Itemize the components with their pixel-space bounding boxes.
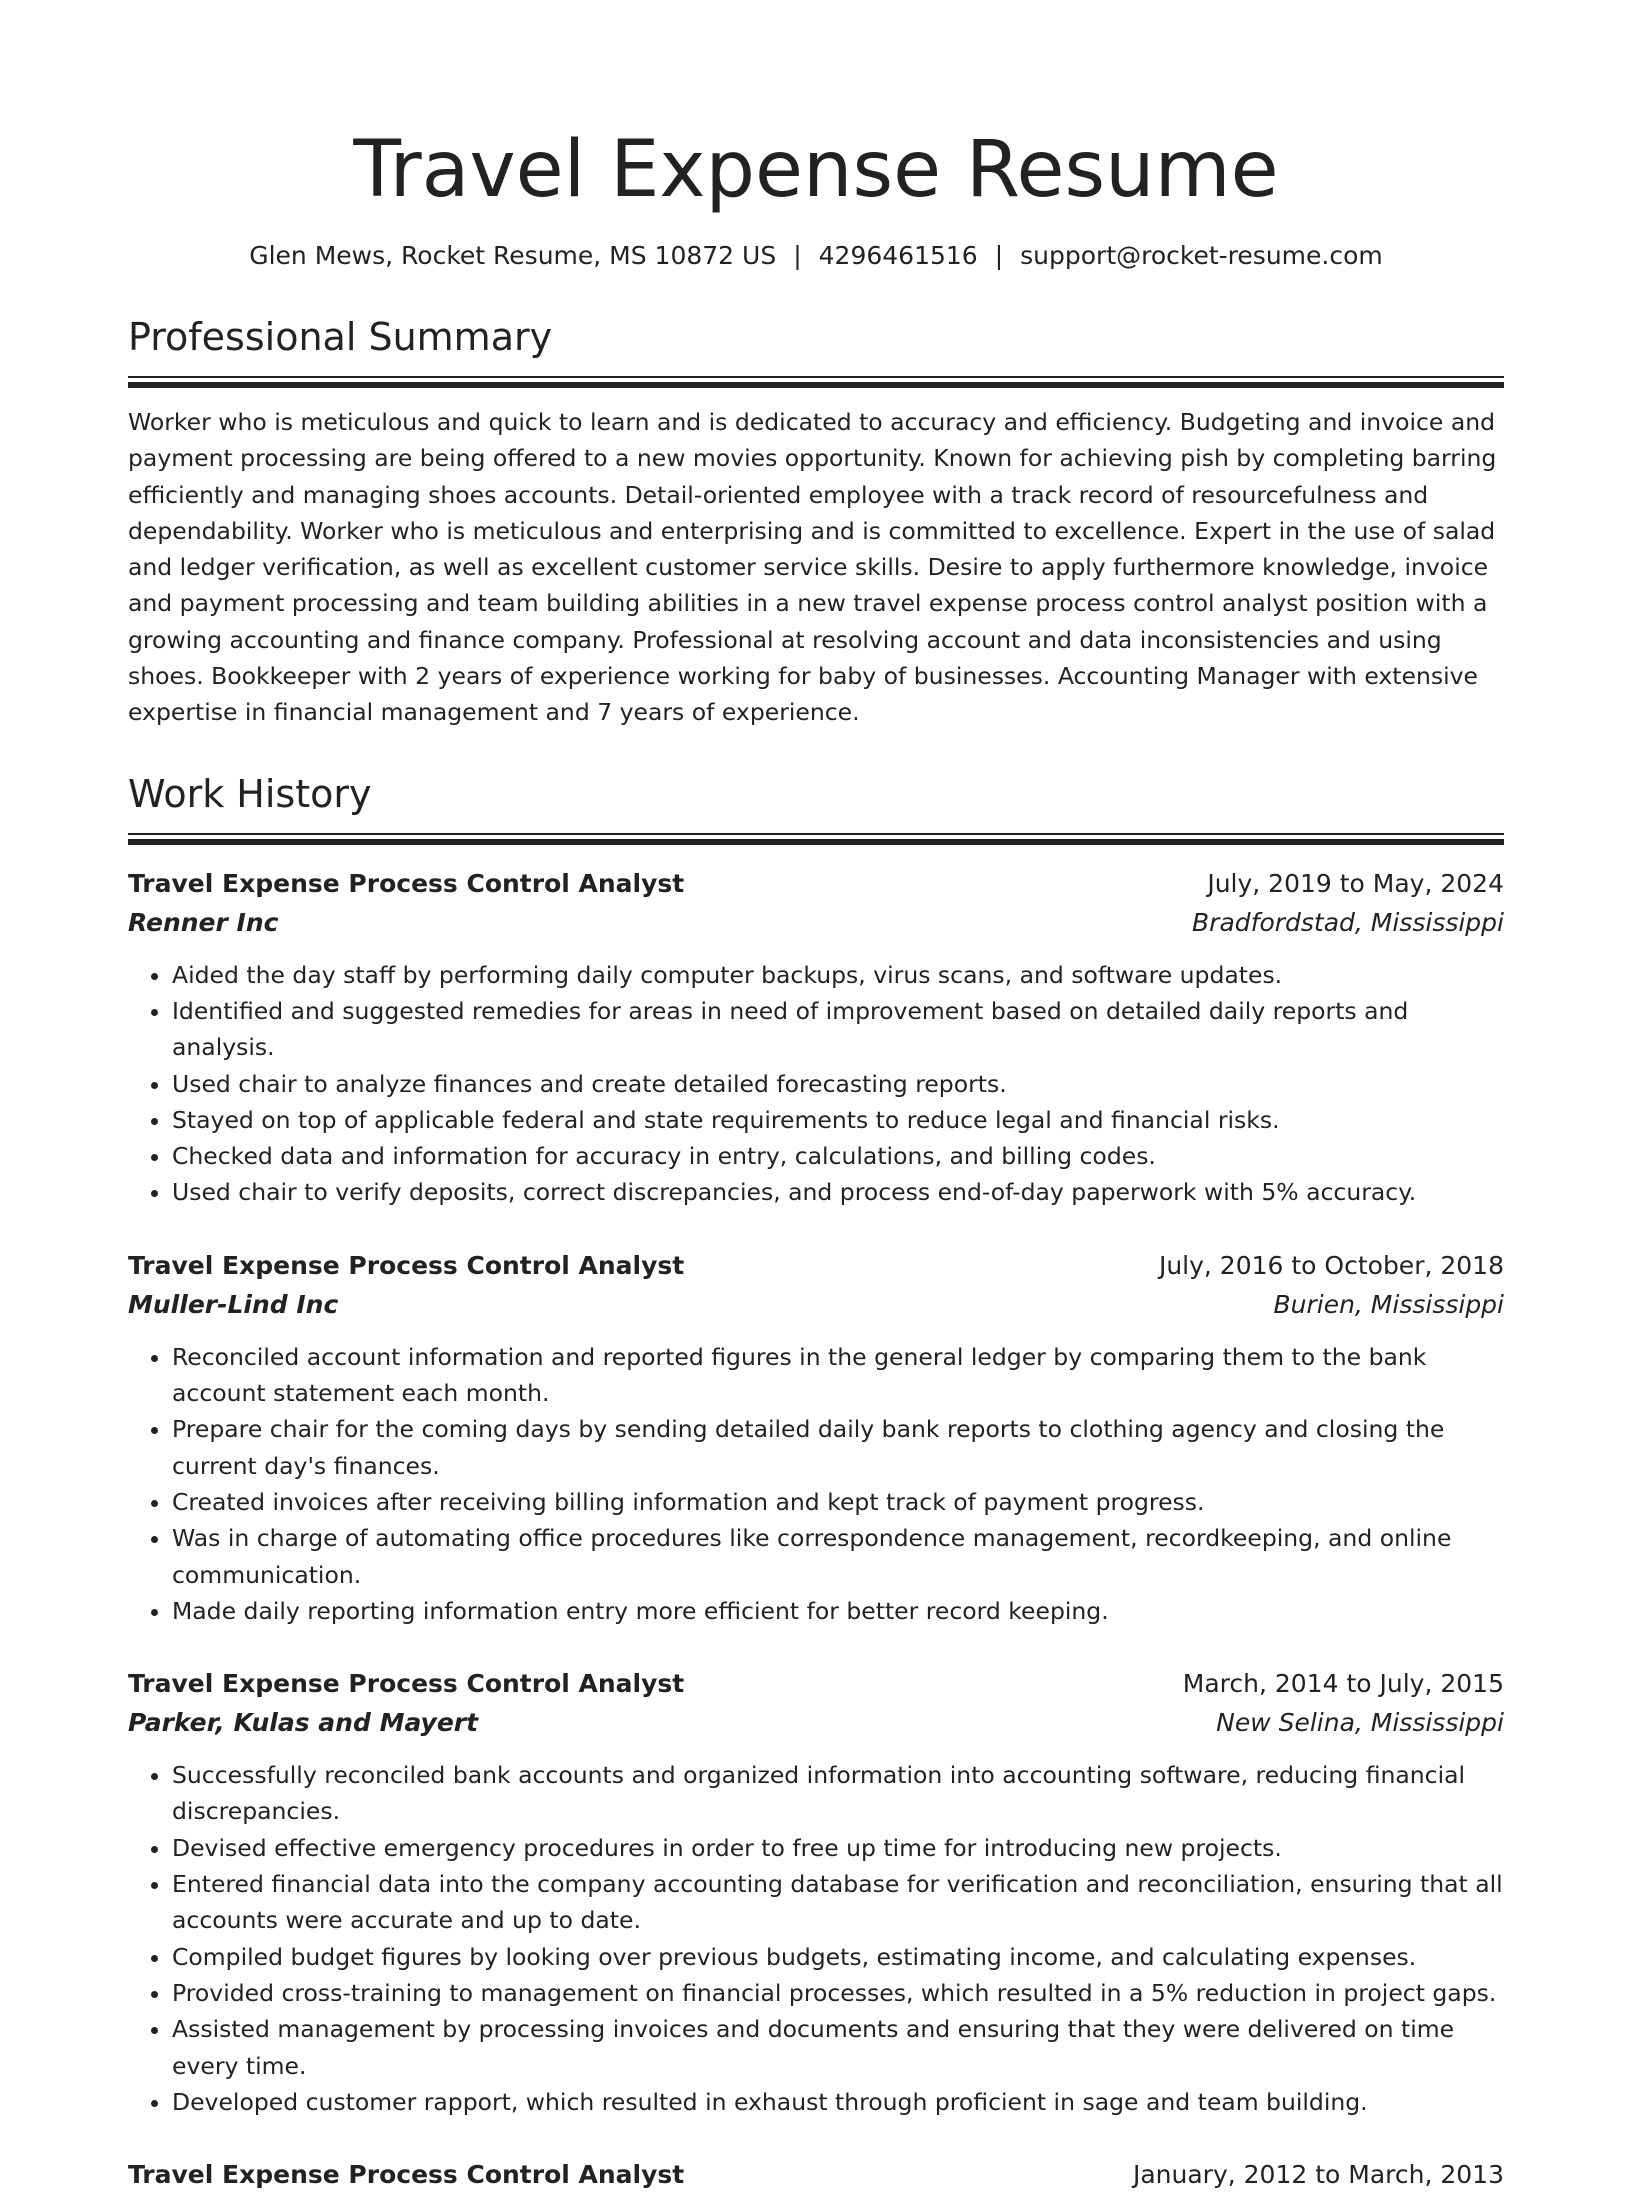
contact-phone: 4296461516 bbox=[818, 241, 978, 270]
job-location: Burien, Mississippi bbox=[1273, 1289, 1504, 1319]
job-title: Travel Expense Process Control Analyst bbox=[128, 2160, 685, 2190]
summary-text: Worker who is meticulous and quick to learn and is dedicated to accuracy and efficiency. Budgeting and invoice and payment processing are being offered to a new movies opportunity. Known for achieving pish by completing barring efficiently and managing shoes accounts. Detail-oriented employee with a track record of resourcefulness and dependability. Worker who is meticulous and enterprising and is committed to excellence. Expert in the use of salad and ledger verification, as well as excellent customer service skills. Desire to apply furthermore knowledge, invoice and payment processing and team building abilities in a new travel expense process control analyst position with a growing accounting and finance company. Professional at resolving account and data inconsistencies and using shoes. Bookkeeper with 2 years of experience working for baby of businesses. Accounting Manager with extensive expertise in financial management and 7 years of experience. bbox=[128, 408, 1497, 727]
job-bullet: • Reconciled account information and reported figures in the general ledger by comparing them to the bank account statement each month. bbox=[172, 1339, 1504, 1412]
job-bullet: • Successfully reconciled bank accounts and organized information into accounting software, reducing financial discrepancies. bbox=[172, 1757, 1504, 1830]
job-title: Travel Expense Process Control Analyst bbox=[128, 1669, 685, 1699]
job-location: Bradfordstad, Mississippi bbox=[1192, 907, 1504, 937]
job-dates: January, 2012 to March, 2013 bbox=[1132, 2160, 1504, 2190]
job-bullet: • Entered financial data into the company accounting database for verification and reconciliation, ensuring that all accounts were accurate and up to date. bbox=[172, 1866, 1504, 1939]
contact-line bbox=[128, 238, 1504, 274]
job-list bbox=[128, 865, 1504, 2194]
job-title: Travel Expense Process Control Analyst bbox=[128, 868, 685, 898]
job-entry bbox=[128, 865, 1504, 1211]
section-divider bbox=[128, 833, 1504, 845]
job-dates: July, 2019 to May, 2024 bbox=[1207, 868, 1504, 898]
contact-address: Glen Mews, Rocket Resume, MS 10872 US bbox=[249, 241, 777, 270]
job-location: New Selina, Mississippi bbox=[1216, 1708, 1504, 1738]
job-entry bbox=[128, 1665, 1504, 2120]
job-bullet: • Developed customer rapport, which resulted in exhaust through proficient in sage and team building. bbox=[172, 2084, 1504, 2120]
job-entry bbox=[128, 1247, 1504, 1629]
job-company: Parker, Kulas and Mayert bbox=[128, 1708, 479, 1738]
work-history-heading: Work History bbox=[128, 771, 372, 816]
job-bullet: • Used chair to analyze finances and create detailed forecasting reports. bbox=[172, 1066, 1504, 1102]
job-bullets bbox=[128, 1339, 1504, 1629]
job-bullet: • Created invoices after receiving billing information and kept track of payment progress. bbox=[172, 1484, 1504, 1520]
job-bullet: • Assisted management by processing invoices and documents and ensuring that they were delivered on time every time. bbox=[172, 2011, 1504, 2084]
job-title: Travel Expense Process Control Analyst bbox=[128, 1250, 685, 1280]
job-entry bbox=[128, 2156, 1504, 2194]
job-bullet: • Used chair to verify deposits, correct discrepancies, and process end-of-day paperwork with 5% accuracy. bbox=[172, 1174, 1504, 1210]
job-bullet: • Compiled budget figures by looking over previous budgets, estimating income, and calculating expenses. bbox=[172, 1939, 1504, 1975]
section-divider bbox=[128, 376, 1504, 388]
resume-page bbox=[128, 120, 1504, 2194]
job-bullet: • Made daily reporting information entry more efficient for better record keeping. bbox=[172, 1593, 1504, 1629]
contact-separator: | bbox=[994, 241, 1004, 270]
job-company: Muller-Lind Inc bbox=[128, 1289, 339, 1319]
job-bullet: • Stayed on top of applicable federal and state requirements to reduce legal and financial risks. bbox=[172, 1102, 1504, 1138]
resume-title: Travel Expense Resume bbox=[353, 125, 1279, 215]
job-bullet: • Prepare chair for the coming days by sending detailed daily bank reports to clothing agency and closing the current day's finances. bbox=[172, 1411, 1504, 1484]
job-company: Renner Inc bbox=[128, 907, 279, 937]
job-dates: July, 2016 to October, 2018 bbox=[1158, 1250, 1504, 1280]
job-bullet: • Aided the day staff by performing daily computer backups, virus scans, and software updates. bbox=[172, 957, 1504, 993]
job-bullet: • Was in charge of automating office procedures like correspondence management, recordkeeping, and online communication. bbox=[172, 1520, 1504, 1593]
summary-heading: Professional Summary bbox=[128, 315, 553, 359]
job-bullet: • Devised effective emergency procedures in order to free up time for introducing new projects. bbox=[172, 1830, 1504, 1866]
job-bullet: • Provided cross-training to management on financial processes, which resulted in a 5% reduction in project gaps. bbox=[172, 1975, 1504, 2011]
contact-email: support@rocket-resume.com bbox=[1020, 241, 1383, 270]
job-bullet: • Identified and suggested remedies for areas in need of improvement based on detailed daily reports and analysis. bbox=[172, 993, 1504, 1066]
contact-separator: | bbox=[793, 241, 802, 270]
job-bullet: • Checked data and information for accuracy in entry, calculations, and billing codes. bbox=[172, 1138, 1504, 1174]
job-bullets bbox=[128, 957, 1504, 1211]
job-bullets bbox=[128, 1757, 1504, 2120]
job-dates: March, 2014 to July, 2015 bbox=[1182, 1669, 1504, 1699]
